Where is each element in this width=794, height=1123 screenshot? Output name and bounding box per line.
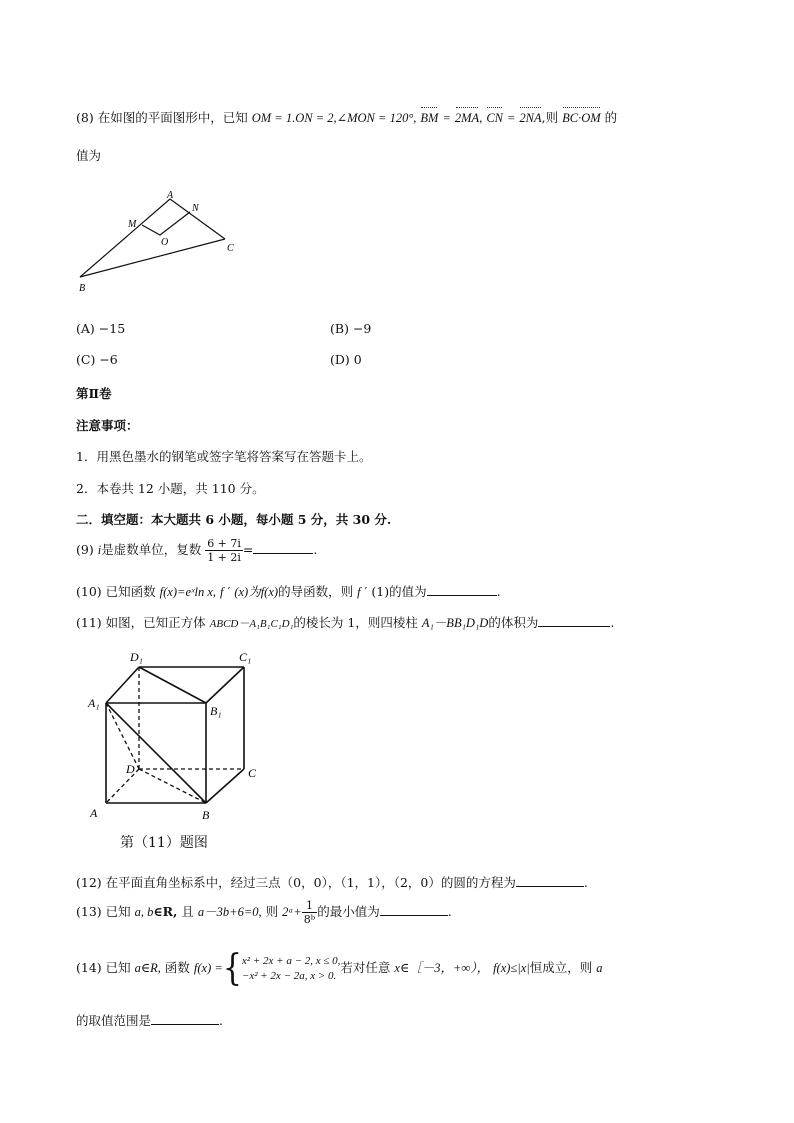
- q9-denominator: 1 + 2i: [207, 551, 241, 564]
- edge-c1b1: [206, 667, 244, 703]
- q11-answer-blank[interactable]: [538, 614, 610, 627]
- q10-text2: 的导函数，则: [278, 584, 354, 599]
- q10-answer-blank[interactable]: [427, 583, 497, 596]
- q12-number: (12): [76, 875, 102, 890]
- q8-ze: ,则: [541, 110, 559, 125]
- q10-text3: (1)的值为: [371, 584, 427, 599]
- hidden-db: [139, 769, 206, 803]
- q14-cases: [242, 954, 341, 984]
- q8-number: (8): [76, 110, 94, 125]
- option-value: 0: [353, 352, 362, 367]
- q14-text3: 若对任意: [340, 960, 391, 975]
- q9-fraction: [205, 537, 243, 564]
- q10-prime: ′: [227, 584, 231, 599]
- q8-line2: 值为: [76, 148, 102, 163]
- q14-text1: 已知: [105, 960, 131, 975]
- option-value: −15: [98, 321, 126, 336]
- q13-text4: 的最小值为: [317, 904, 380, 919]
- label-b: B: [202, 808, 210, 822]
- notice-title: 注意事项：: [76, 418, 139, 433]
- q8-label-n: N: [192, 203, 199, 214]
- q13-expr1: 2ᵃ+: [282, 905, 302, 919]
- diag-d1b1: [139, 667, 206, 703]
- q13-answer-blank[interactable]: [380, 903, 448, 916]
- q10-end: .: [496, 584, 501, 599]
- edge-cb: [206, 769, 244, 803]
- q10-fx2: f(x): [260, 585, 279, 599]
- q10-number: (10): [76, 584, 102, 599]
- q13-in-r: ∈R,: [153, 904, 178, 919]
- q9-var-i: i: [97, 543, 102, 557]
- q10-text1: 已知函数: [105, 584, 156, 599]
- q13-numerator: 1: [302, 899, 317, 913]
- question-8: (8) 在如图的平面图形中，已知 OM = 1.ON = 2,∠MON = 120°, BM = 2MA, CN = 2NA,则 BC·OM 的: [76, 110, 618, 125]
- q11-number: (11): [76, 615, 102, 630]
- q14-text4: 恒成立，则: [529, 960, 593, 975]
- q14-line2-text: 的取值范围是: [76, 1013, 152, 1028]
- q11-text3: 的体积为: [488, 615, 539, 630]
- q13-denominator: 8ᵇ: [303, 913, 316, 926]
- option-label: (D): [330, 352, 350, 367]
- option-label: (B): [330, 321, 349, 336]
- q14-ineq: f(x)≤|x|: [493, 961, 530, 975]
- hidden-a1d: [106, 703, 139, 769]
- q8-dot-expr: BC·OM: [562, 111, 601, 125]
- q11-prism: A₁－BB₁D₁D: [421, 616, 489, 630]
- q14-case2: −x² + 2x − 2a, x > 0.: [241, 969, 337, 982]
- q9-text: 是虚数单位，复数: [101, 542, 202, 557]
- q11-text1: 如图，已知正方体: [105, 615, 206, 630]
- question-12: [76, 873, 588, 891]
- label-d: D: [126, 762, 135, 776]
- question-14: [76, 948, 602, 988]
- label-c1: C₁: [239, 650, 252, 664]
- q14-number: (14): [76, 960, 102, 975]
- q8-label-b: B: [79, 283, 86, 294]
- option-value: −9: [352, 321, 372, 336]
- q8-figure: [70, 185, 250, 295]
- q8-option-d: [330, 352, 362, 367]
- q14-a-in: a∈R,: [134, 961, 161, 975]
- option-value: −6: [99, 352, 118, 367]
- q8-label-c: C: [227, 243, 234, 254]
- edge-a1d1: [106, 667, 139, 703]
- q9-eq: =: [242, 542, 254, 557]
- q14-fx: f(x) =: [193, 961, 223, 975]
- q11-end: .: [610, 615, 615, 630]
- q13-cond: a－3b+6=0,: [197, 905, 262, 919]
- q14-text2: 函数: [164, 960, 190, 975]
- q13-text2: 且: [181, 904, 194, 919]
- q14-end: .: [219, 1013, 223, 1028]
- q8-label-m: M: [128, 219, 137, 230]
- q11-cube-figure: [84, 645, 269, 825]
- question-9: [76, 536, 317, 564]
- q13-text1: 已知: [105, 904, 131, 919]
- q10-prime2: ′: [364, 584, 368, 599]
- label-a1: A₁: [88, 696, 100, 710]
- q10-fx: f(x)=eˣln x,: [159, 585, 217, 599]
- q12-answer-blank[interactable]: [516, 874, 584, 887]
- question-10: [76, 582, 501, 600]
- q10-x-paren: (x)为: [234, 585, 261, 599]
- q9-answer-blank[interactable]: [253, 541, 313, 554]
- q12-end: .: [583, 875, 588, 890]
- q8-vec-cn: CN: [486, 111, 503, 125]
- label-b1: B₁: [210, 704, 222, 718]
- q8-vec-na: 2NA: [519, 111, 542, 125]
- label-d1: D₁: [130, 650, 143, 664]
- q14-answer-blank[interactable]: [151, 1012, 219, 1025]
- q14-var-a: a: [596, 961, 603, 975]
- q8-vec-bm: BM: [420, 111, 439, 125]
- note-1: 1．用黑色墨水的钢笔或签字笔将答案写在答题卡上。: [76, 449, 372, 464]
- q8-label-o: O: [161, 237, 169, 248]
- q13-vars: a, b: [134, 905, 154, 919]
- q10-f2: f: [357, 585, 361, 599]
- q11-text2: 的棱长为 1，则四棱柱: [293, 615, 418, 630]
- q8-option-b: [330, 321, 371, 336]
- option-label: (A): [76, 321, 95, 336]
- q8-de: 的: [604, 110, 618, 125]
- section-title: 第Ⅱ卷: [76, 386, 112, 401]
- q8-vec-ma: 2MA: [454, 111, 480, 125]
- question-11: [76, 613, 614, 631]
- q9-number: (9): [76, 542, 94, 557]
- q8-label-a: A: [167, 190, 174, 201]
- q8-option-c: [76, 352, 118, 367]
- q13-fraction: [302, 899, 317, 926]
- q14-line2: [76, 1011, 223, 1029]
- q13-number: (13): [76, 904, 102, 919]
- q14-case1: x² + 2x + a − 2, x ≤ 0,: [241, 954, 341, 967]
- q13-text3: 则: [265, 904, 279, 919]
- q12-text: 在平面直角坐标系中，经过三点（0，0），（1，1），（2，0）的圆的方程为: [105, 875, 516, 890]
- q14-brace: {: [222, 946, 242, 989]
- q8-text: 在如图的平面图形中，已知: [97, 110, 248, 125]
- q9-end: .: [313, 542, 318, 557]
- q9-numerator: 6 + 7i: [207, 537, 241, 550]
- q13-end: .: [447, 904, 452, 919]
- q11-caption: 第（11）题图: [120, 835, 208, 851]
- label-a: A: [90, 806, 98, 820]
- label-c: C: [248, 766, 257, 780]
- q10-f: f: [220, 585, 224, 599]
- q8-edge-mon: [142, 212, 190, 235]
- q8-conditions: OM = 1.ON = 2,∠MON = 120°,: [251, 111, 417, 125]
- question-13: [76, 898, 452, 926]
- q14-range: x∈［－3，+∞），: [394, 961, 490, 975]
- option-label: (C): [76, 352, 96, 367]
- note-2: 2．本卷共 12 小题，共 110 分。: [76, 481, 265, 496]
- diag-a1b: [106, 703, 206, 803]
- fill-heading: 二．填空题：本大题共 6 小题，每小题 5 分，共 30 分.: [76, 512, 392, 527]
- q11-cube: ABCD－A₁B₁C₁D₁: [209, 618, 294, 630]
- q8-option-a: [76, 321, 125, 336]
